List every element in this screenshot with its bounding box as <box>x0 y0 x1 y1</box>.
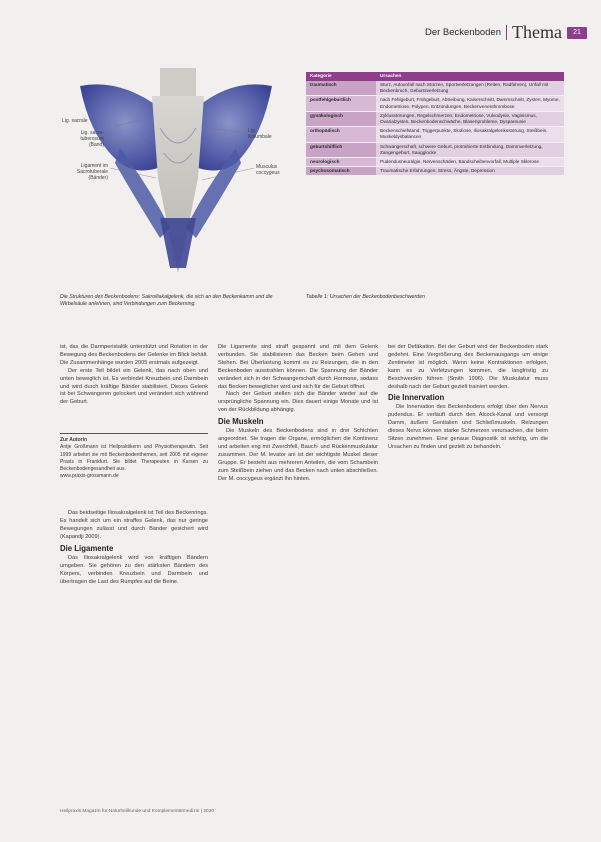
column-1 <box>60 344 208 587</box>
paragraph: bei der Defäkation. Bei der Geburt wird der Beckenboden stark gedehnt. Eine Vergrößerung des Beckenausgangs um einige Zentimeter ist möglich. Wenn keine Kontraktionen erfolgen, kann es zu Verletzungen kommen, die langfristig zu Beschwerden führen (Smith 1996). Die Muskulatur muss deshalb nach der Geburt gezielt trainiert werden. <box>388 344 548 390</box>
author-heading: Zur Autorin <box>60 437 88 444</box>
column-2 <box>218 344 378 483</box>
label-lig-sacrotuberosum: Lig. sacro- tuberosum (Band) <box>80 130 104 148</box>
paragraph: Nach der Geburt stellen sich die Bänder wieder auf die ursprüngliche Spannung ein. Dies dauert einige Monate und ist von der Rückbildung abhängig. <box>218 391 378 414</box>
table-row <box>306 142 564 157</box>
table-cell-category: geburtshilflich <box>306 142 376 157</box>
table-row <box>306 167 564 176</box>
table-row <box>306 96 564 111</box>
figure-caption: Die Strukturen des Beckenbodens: Sakroiliakalgelenk, die sich an den Beckenkamm und die Wirbelsäule anlehnen, sind Verbindungen zum Beckenring. <box>60 294 273 307</box>
heading-muskeln: Die Muskeln <box>218 417 264 427</box>
label-ligament: Ligament im Sacrotuberale (Bänder) <box>76 163 108 181</box>
table-cell-causes: Zyklusstörungen, Regelschmerzen, Endometriose, Vulvodynie, Vaginismus, Ovarialzysten, Beckenbodenschwäche, Blasenprobleme, Dyspareunie <box>376 111 564 126</box>
table-cell-category: neurologisch <box>306 158 376 167</box>
table-row <box>306 127 564 142</box>
table-cell-causes: nach Fehlgeburt, Frühgeburt, Abtreibung, Kaiserschnitt, Dammschnitt, Zysten, Myome, Endometriose, Polypen, Entzündungen, Beckenvenenthrombose <box>376 96 564 111</box>
column-3 <box>388 344 548 452</box>
table-cell-category: traumatisch <box>306 81 376 96</box>
section-title: Der Beckenboden <box>424 27 502 38</box>
table-header-category: Kategorie <box>306 72 376 81</box>
author-bio: Antje Großmann ist Heilpraktikerin und Physiotherapeutin. Seit 1999 arbeitet sie mit Beckenbodenthemen, seit 2005 mit eigener Praxis in Frankfurt. Sie bildet Therapeuten in Kursen zu Beckenbodengesundheit aus. <box>60 444 208 473</box>
header-divider <box>506 25 507 40</box>
paragraph: Die Muskeln des Beckenbodens sind in drei Schichten angeordnet. Sie tragen die Organe, ermöglichen die Kontinenz und arbeiten eng mit Zwerchfell, Bauch- und Rückenmuskulatur zusammen. Der M. levator ani ist der wichtigste Muskel dieser Gruppe. Er besteht aus mehreren Anteilen, die vom Schambein zum Steißbein ziehen und das Becken nach unten abschließen. Der M. coccygeus ergänzt ihn hinten. <box>218 428 378 482</box>
heading-ligamente: Die Ligamente <box>60 544 114 554</box>
paragraph: ist, das die Darmperistaltik unterstützt und Rotation in der Bewegung des Beckenbodens der Gelenke im Blick behält. Die Zusammenhänge wurden 2005 erstmals aufgezeigt. <box>60 344 208 366</box>
causes-table <box>306 72 564 176</box>
table-row <box>306 158 564 167</box>
author-box <box>60 433 208 480</box>
paragraph: Die Ligamente sind straff gespannt und mit dem Gelenk verbunden. Sie stabilisieren das Becken beim Gehen und Stehen. Bei Überlastung kommt es zu Reizungen, die in den Beckenboden ausstrahlen können. Die Spannung der Bänder verändert sich in der Schwangerschaft durch Hormone, sodass das Becken beweglicher wird und sich für die Geburt öffnet. <box>218 344 378 390</box>
page-title: Thema <box>512 22 562 42</box>
label-lig-iliolumbale: Lig. iliolumbale <box>248 128 272 140</box>
table-row <box>306 81 564 96</box>
table-header-causes: Ursachen <box>376 72 564 81</box>
table-cell-category: postfehlgeburtlich <box>306 96 376 111</box>
author-website: www.praxis-grossmann.de <box>60 473 119 480</box>
page-number: 21 <box>567 27 587 39</box>
paragraph: Das Iliosakralgelenk wird von kräftigen Bändern umgeben. Sie gehören zu den stärksten Bändern des Körpers, verbinden Kreuzbein und Darmbein und übertragen die Last des Rumpfes auf die Beine. <box>60 555 208 585</box>
label-lig-sacrale: Lig. sacrale <box>62 118 88 124</box>
paragraph: Die Innervation des Beckenbodens erfolgt über den Nervus pudendus. Er verläuft durch den Alcock-Kanal und versorgt Damm, äußere Genitalien und Schließmuskeln. Reizungen dieses Nervs können starke Schmerzen verursachen, die beim Sitzen zunehmen. Eine genaue Diagnostik ist wichtig, um die Ursachen zu finden und gezielt zu behandeln. <box>388 404 548 450</box>
table-caption: Tabelle 1: Ursachen der Beckenbodenbeschwerden <box>306 294 425 300</box>
label-m-coccygeus: Musculus coccygeus <box>256 164 280 176</box>
page-header <box>425 22 587 43</box>
paragraph: Der erste Teil bildet ein Gelenk, das nach oben und unten beweglich ist. Es verbindet Kreuzbein und Darmbein und wird durch kräftige Bänder stabilisiert. Dieses Gelenk ist bei Schwangeren gelockert und verändert sich während der Geburt. <box>60 367 208 406</box>
table-cell-category: gynäkologisch <box>306 111 376 126</box>
table-cell-causes: Traumatische Erfahrungen, Stress, Ängste, Depression <box>376 167 564 176</box>
pelvis-figure <box>60 68 292 293</box>
table-cell-causes: Pudendusneuralgie, Nervenschäden, Bandscheibenvorfall, Multiple Sklerose <box>376 158 564 167</box>
table-cell-causes: Sturz, Autounfall nach Stürzen, Sportverletzungen (Reiten, Radfahren), Unfall mit Beckenbruch, Geburtsverletzung <box>376 81 564 96</box>
page-footer: Heilpraxis Magazin für Naturheilkunde und Komplementärmedizin | 2020 <box>60 809 215 814</box>
table-cell-category: orthopädisch <box>306 127 376 142</box>
table-row <box>306 111 564 126</box>
table-cell-causes: Schwangerschaft, schwere Geburt, protrahierte Entbindung, Dammverletzung, Zangengeburt, Saugglocke <box>376 142 564 157</box>
table-header-row <box>306 72 564 81</box>
paragraph: Das beidseitige Iliosakralgelenk ist Teil des Beckenrings. Es handelt sich um ein straffes Gelenk, das nur geringe Bewegungen zulässt und durch Bänder gesichert wird (Kapandji 2009). <box>60 510 208 541</box>
heading-innervation: Die Innervation <box>388 393 445 403</box>
table-cell-category: psychosomatisch <box>306 167 376 176</box>
table-cell-causes: Beckenschiefstand, Triggerpunkte, Skoliose, Iliosakralgelenksstörung, Steißbein, Muskeldysbalancen <box>376 127 564 142</box>
